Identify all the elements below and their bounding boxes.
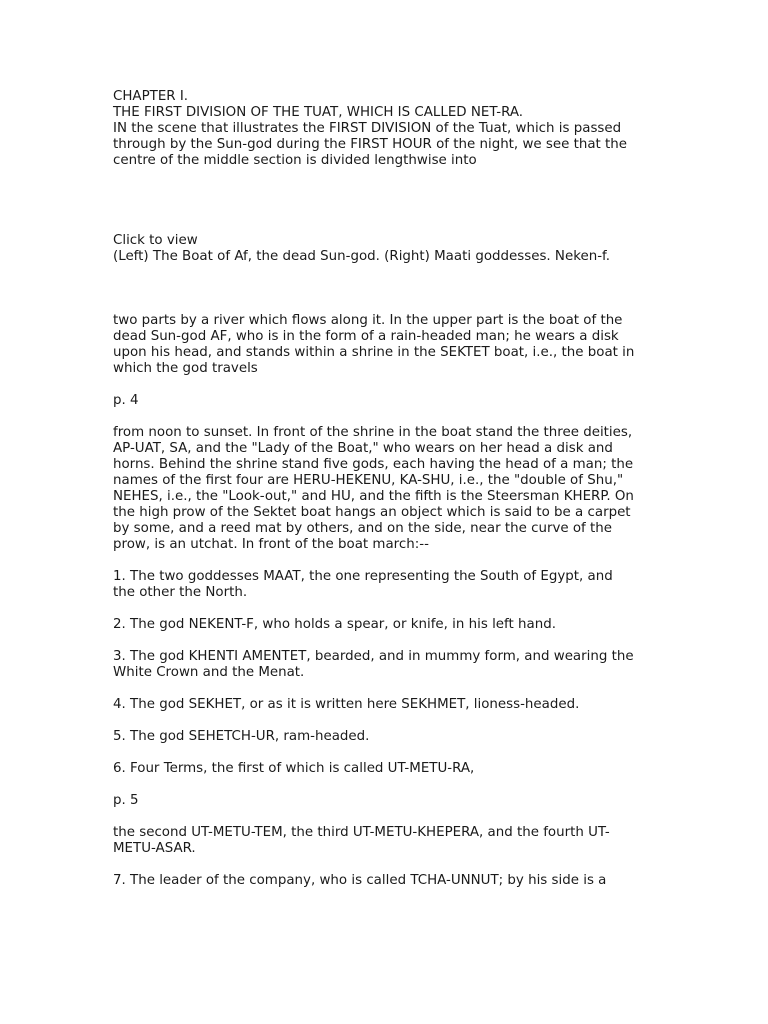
para1-line: upon his head, and stands within a shrine in the SEKTET boat, i.e., the boat in bbox=[113, 345, 635, 360]
page-marker-4: p. 4 bbox=[113, 393, 139, 408]
list-item-2 bbox=[113, 617, 653, 633]
list-item-line: 2. The god NEKENT-F, who holds a spear, or knife, in his left hand. bbox=[113, 617, 556, 632]
para2-line: from noon to sunset. In front of the shrine in the boat stand the three deities, bbox=[113, 425, 633, 440]
figure-caption: (Left) The Boat of Af, the dead Sun-god. (Right) Maati goddesses. Neken-f. bbox=[113, 249, 611, 264]
para1-line: two parts by a river which flows along it. In the upper part is the boat of the bbox=[113, 313, 623, 328]
para1-line: which the god travels bbox=[113, 361, 258, 376]
list-item-line: 7. The leader of the company, who is called TCHA-UNNUT; by his side is a bbox=[113, 873, 607, 888]
para2-line: prow, is an utchat. In front of the boat march:-- bbox=[113, 537, 429, 552]
list-item-line: 3. The god KHENTI AMENTET, bearded, and in mummy form, and wearing the bbox=[113, 649, 634, 664]
page-marker-5: p. 5 bbox=[113, 793, 139, 808]
para1-line: dead Sun-god AF, who is in the form of a rain-headed man; he wears a disk bbox=[113, 329, 619, 344]
list-item-line: the other the North. bbox=[113, 585, 248, 600]
para2-line: by some, and a reed mat by others, and on the side, near the curve of the bbox=[113, 521, 613, 536]
para2-line: the high prow of the Sektet boat hangs an object which is said to be a carpet bbox=[113, 505, 631, 520]
intro-line: through by the Sun-god during the FIRST HOUR of the night, we see that the bbox=[113, 137, 628, 152]
document-page bbox=[113, 89, 653, 889]
list-item-line: 6. Four Terms, the first of which is called UT-METU-RA, bbox=[113, 761, 475, 776]
paragraph-1 bbox=[113, 313, 653, 377]
para2-line: horns. Behind the shrine stand five gods, each having the head of a man; the bbox=[113, 457, 634, 472]
chapter-heading: CHAPTER I. bbox=[113, 89, 189, 104]
list-item-7 bbox=[113, 873, 653, 889]
list-item-5 bbox=[113, 729, 653, 745]
list-item-6 bbox=[113, 761, 653, 777]
list-item-line: 1. The two goddesses MAAT, the one representing the South of Egypt, and bbox=[113, 569, 613, 584]
para2-line: AP-UAT, SA, and the "Lady of the Boat," who wears on her head a disk and bbox=[113, 441, 613, 456]
para3-line: the second UT-METU-TEM, the third UT-METU-KHEPERA, and the fourth UT- bbox=[113, 825, 610, 840]
paragraph-2 bbox=[113, 425, 653, 553]
intro-paragraph bbox=[113, 121, 653, 169]
list-item-3 bbox=[113, 649, 653, 681]
paragraph-3 bbox=[113, 825, 653, 857]
list-item-4 bbox=[113, 697, 653, 713]
para2-line: NEHES, i.e., the "Look-out," and HU, and the fifth is the Steersman KHERP. On bbox=[113, 489, 634, 504]
intro-line: centre of the middle section is divided lengthwise into bbox=[113, 153, 477, 168]
list-item-line: 4. The god SEKHET, or as it is written here SEKHMET, lioness-headed. bbox=[113, 697, 580, 712]
intro-line: IN the scene that illustrates the FIRST DIVISION of the Tuat, which is passed bbox=[113, 121, 622, 136]
list-item-1 bbox=[113, 569, 653, 601]
para3-line: METU-ASAR. bbox=[113, 841, 196, 856]
list-item-line: 5. The god SEHETCH-UR, ram-headed. bbox=[113, 729, 370, 744]
click-to-view-link[interactable]: Click to view bbox=[113, 233, 198, 248]
para2-line: names of the first four are HERU-HEKENU, KA-SHU, i.e., the "double of Shu," bbox=[113, 473, 624, 488]
list-item-line: White Crown and the Menat. bbox=[113, 665, 305, 680]
chapter-title: THE FIRST DIVISION OF THE TUAT, WHICH IS CALLED NET-RA. bbox=[113, 105, 524, 120]
